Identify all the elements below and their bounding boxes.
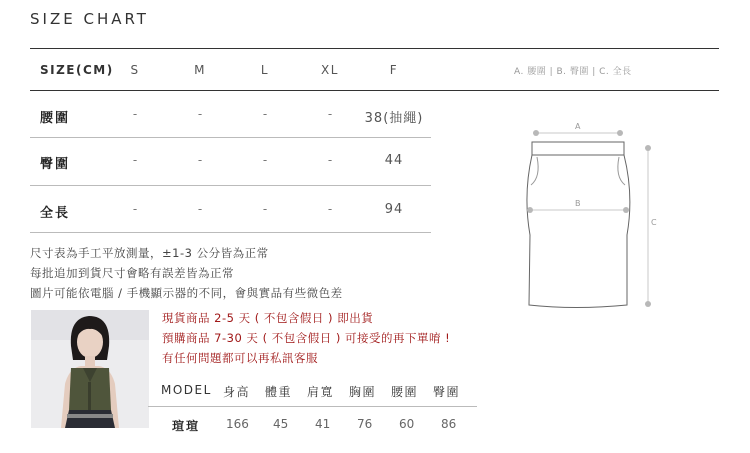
table-cell: 38(抽繩) bbox=[364, 111, 424, 126]
pocket-right bbox=[618, 157, 625, 185]
model-value-weight: 45 bbox=[273, 417, 289, 431]
dimension-dot bbox=[533, 130, 539, 136]
model-value-bust: 76 bbox=[357, 417, 373, 431]
size-header-l: L bbox=[260, 63, 270, 77]
shipping-note-preorder: 預購商品 7-30 天 ( 不包含假日 ) 可接受的再下單唷 ! bbox=[162, 331, 451, 345]
dimension-dot bbox=[645, 301, 651, 307]
table-header-rule bbox=[30, 90, 719, 91]
row-divider bbox=[30, 137, 431, 138]
measurement-note: 尺寸表為手工平放測量，±1-3 公分皆為正常 bbox=[30, 246, 269, 260]
skirt-diagram bbox=[515, 115, 665, 315]
model-photo bbox=[31, 310, 149, 428]
row-label-length: 全長 bbox=[40, 206, 71, 221]
model-header-weight: 體重 bbox=[265, 385, 293, 399]
model-value-hip: 86 bbox=[441, 417, 457, 431]
model-header-shoulder: 肩寬 bbox=[307, 385, 335, 399]
measurement-legend: A. 腰圍 | B. 臀圍 | C. 全長 bbox=[514, 67, 632, 77]
dimension-dot bbox=[623, 207, 629, 213]
shipping-note-in-stock: 現貨商品 2-5 天 ( 不包含假日 ) 即出貨 bbox=[162, 311, 374, 325]
table-cell: 94 bbox=[384, 202, 404, 217]
model-name: 瑄瑄 bbox=[172, 419, 201, 433]
size-header-f: F bbox=[389, 63, 399, 77]
dimension-dot bbox=[527, 207, 533, 213]
size-header-s: S bbox=[130, 63, 140, 77]
table-cell: - bbox=[327, 202, 333, 216]
table-cell: - bbox=[132, 107, 138, 121]
table-cell: - bbox=[197, 153, 203, 167]
measurement-note: 圖片可能依電腦 / 手機顯示器的不同，會與實品有些微色差 bbox=[30, 286, 343, 300]
size-header-xl: XL bbox=[321, 63, 339, 77]
size-header-m: M bbox=[194, 63, 206, 77]
table-cell: - bbox=[262, 107, 268, 121]
measurement-note: 每批追加到貨尺寸會略有誤差皆為正常 bbox=[30, 266, 234, 280]
table-cell: - bbox=[197, 107, 203, 121]
model-header-height: 身高 bbox=[223, 385, 251, 399]
model-header-waist: 腰圍 bbox=[391, 385, 419, 399]
table-cell: - bbox=[262, 153, 268, 167]
model-table-rule bbox=[148, 406, 477, 407]
model-value-waist: 60 bbox=[399, 417, 415, 431]
model-value-height: 166 bbox=[226, 417, 249, 431]
size-column-header: SIZE(CM) bbox=[40, 63, 114, 77]
model-header-label: MODEL bbox=[161, 383, 212, 397]
model-value-shoulder: 41 bbox=[315, 417, 331, 431]
table-cell: - bbox=[132, 153, 138, 167]
table-cell: - bbox=[132, 202, 138, 216]
page-title: SIZE CHART bbox=[30, 10, 149, 28]
table-cell: - bbox=[262, 202, 268, 216]
table-cell: - bbox=[327, 107, 333, 121]
model-header-bust: 胸圍 bbox=[349, 385, 377, 399]
skirt-outline bbox=[527, 155, 630, 308]
model-header-hip: 臀圍 bbox=[433, 385, 461, 399]
table-cell: 44 bbox=[384, 153, 404, 168]
table-cell: - bbox=[197, 202, 203, 216]
shipping-note-contact: 有任何問題都可以再私訊客服 bbox=[162, 351, 318, 365]
dimension-dot bbox=[617, 130, 623, 136]
row-label-waist: 腰圍 bbox=[40, 111, 71, 126]
row-divider bbox=[30, 232, 431, 233]
dimension-label-c: C bbox=[651, 218, 657, 227]
table-cell: - bbox=[327, 153, 333, 167]
pocket-left bbox=[531, 157, 538, 185]
table-top-rule bbox=[30, 48, 719, 49]
dimension-label-b: B bbox=[575, 199, 581, 208]
dimension-dot bbox=[645, 145, 651, 151]
row-divider bbox=[30, 185, 431, 186]
waistband-shape bbox=[532, 142, 624, 155]
row-label-hip: 臀圍 bbox=[40, 157, 71, 172]
dimension-label-a: A bbox=[575, 122, 581, 131]
